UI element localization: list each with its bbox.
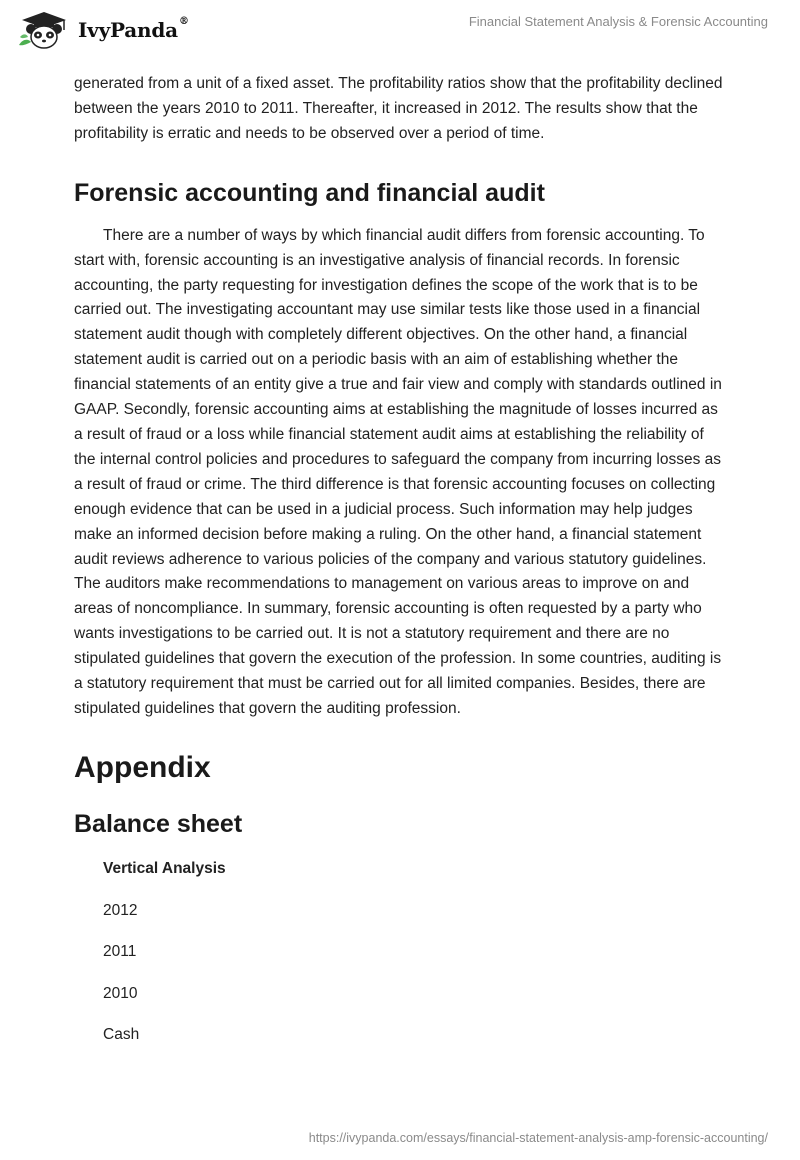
document-title: Financial Statement Analysis & Forensic Accounting	[468, 14, 768, 29]
balance-sheet-list	[103, 859, 728, 1045]
row-label-cash: Cash	[103, 1025, 140, 1043]
page-header	[0, 0, 800, 60]
year-label: 2010	[103, 984, 138, 1002]
panda-graduate-icon	[14, 9, 72, 49]
brand-logo[interactable]	[14, 9, 189, 49]
article-body	[74, 72, 728, 1045]
balance-sheet-heading: Balance sheet	[74, 809, 243, 838]
intro-paragraph: generated from a unit of a fixed asset. The profitability ratios show that the profitability declined between the years 2010 to 2011. Thereafter, it increased in 2012. The results show that the profitability is erratic and needs to be observed over a period of time.	[74, 75, 723, 142]
year-label: 2012	[103, 901, 138, 919]
section-heading: Forensic accounting and financial audit	[74, 178, 545, 207]
source-url[interactable]: https://ivypanda.com/essays/financial-statement-analysis-amp-forensic-accounting/	[308, 1131, 768, 1145]
section-paragraph: There are a number of ways by which financial audit differs from forensic accounting. To start with, forensic accounting is an investigative analysis of financial records. In forensic accounting, the party requesting for investigation defines the scope of the work that is to be carried out. The investigating accountant may use similar tests like those used in a financial statement audit though with completely different objectives. On the other hand, a financial statement audit is carried out on a periodic basis with an aim of establishing whether the financial statements of an entity give a true and fair view and comply with standards outlined in GAAP. Secondly, forensic accounting aims at establishing the magnitude of losses incurred as a result of fraud or a loss while financial statement audit aims at establishing the reliability of the internal control policies and procedures to safeguard the company from incurring losses as a result of fraud or crime. The third difference is that forensic accounting focuses on collecting enough evidence that can be used in a judicial process. Such information may help judges make an informed decision before making a ruling. On the other hand, a financial statement audit reviews adherence to various policies of the company and various statutory guidelines. The auditors make recommendations to management on various areas to improve on and areas of noncompliance. In summary, forensic accounting is often requested by a party who wants investigations to be carried out. It is not a statutory requirement and there are no stipulated guidelines that govern the execution of the profession. In some countries, auditing is a statutory requirement that must be carried out for all limited companies. Besides, there are stipulated guidelines that govern the auditing profession.	[74, 226, 722, 717]
vertical-analysis-label: Vertical Analysis	[103, 859, 226, 877]
trademark-symbol: ®	[178, 16, 189, 27]
year-label: 2011	[103, 942, 137, 960]
appendix-heading: Appendix	[74, 750, 211, 784]
brand-name: IvyPanda®	[78, 16, 189, 42]
